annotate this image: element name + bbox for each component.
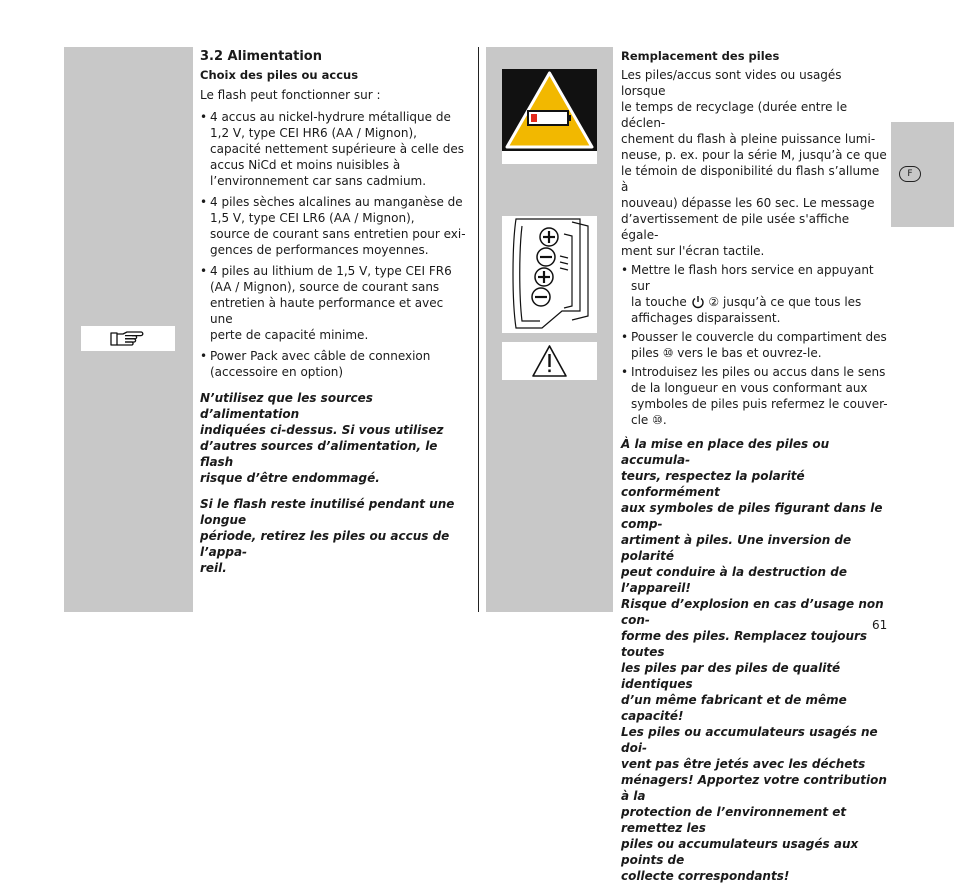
page-number: 61 xyxy=(872,618,888,632)
warning-battery-polarity: À la mise en place des piles ou accumula- teurs, respectez la polarité conformément aux symboles de piles figurant dans le comp- artiment à piles. Une inversion de polarité peut conduire à la destruction de l’appareil! Risque d’explosion en cas d’usage non con- forme des piles. Remplacez toujours toutes les piles par des piles de qualité identiques d’un même fabricant et de même capacité! Les piles ou accumulateurs usagés ne doi- vent pas être jetés avec les déchets ménagers! Apportez votre contribution à la protection de l’environnement et remettez les piles ou accumulateurs usagés aux points de collecte correspondants! xyxy=(621,437,887,883)
language-badge: F xyxy=(899,166,921,182)
warning-long-storage: Si le flash reste inutilisé pendant une longue période, retirez les piles ou accus de l’appa- reil. xyxy=(200,497,455,575)
section-heading: 3.2 Alimentation xyxy=(200,49,322,64)
warning-power-sources: N’utilisez que les sources d’alimentation indiquées ci-dessus. Si vous utilisez d’autres sources d’alimentation, le flash risque d’être endommagé. xyxy=(200,391,444,485)
intro-text: Le flash peut fonctionner sur : xyxy=(200,88,381,102)
right-column-text xyxy=(621,48,889,884)
power-icon xyxy=(691,295,705,309)
battery-compartment-box xyxy=(502,216,597,333)
danger-warning-box xyxy=(502,342,597,380)
column-divider xyxy=(478,47,479,612)
low-battery-warning-icon xyxy=(502,69,597,164)
list-item: • Introduisez les piles ou accus dans le sens de la longueur en vous conformant aux symboles de piles puis refermez le couver- cle ⑩. xyxy=(621,365,888,427)
warning-triangle-icon xyxy=(502,342,597,380)
list-item: • Mettre le flash hors service en appuyant sur la touche ② jusqu’à ce que tous les affichages disparaissent. xyxy=(621,263,874,325)
subheading-battery-choice: Choix des piles ou accus xyxy=(200,68,359,82)
left-column-text xyxy=(200,48,468,576)
pointing-hand-icon xyxy=(81,326,175,351)
list-item: • 4 accus au nickel-hydrure métallique de 1,2 V, type CEI HR6 (AA / Mignon), capacité nettement supérieure à celle des accus NiCd et moins nuisibles à l’environnement car sans cadmium. xyxy=(200,110,464,188)
hand-note-box xyxy=(81,326,175,351)
list-item: • 4 piles sèches alcalines au manganèse de 1,5 V, type CEI LR6 (AA / Mignon), source de courant sans entretien pour exi- gences de performances moyennes. xyxy=(200,195,466,257)
subheading-battery-replacement: Remplacement des piles xyxy=(621,49,780,63)
battery-compartment-illustration xyxy=(502,216,597,333)
battery-warning-box xyxy=(502,69,597,164)
replacement-paragraph: Les piles/accus sont vides ou usagés lorsque le temps de recyclage (durée entre le déclen- chement du flash à pleine puissance lumi- neuse, p. ex. pour la série M, jusqu’à ce que le témoin de disponibilité du flash s’allume à nouveau) dépasse les 60 sec. Le message d’avertissement de pile usée s'affiche égale- ment sur l'écran tactile. xyxy=(621,68,887,258)
list-item: • 4 piles au lithium de 1,5 V, type CEI FR6 (AA / Mignon), source de courant sans entretien à haute performance et avec une perte de capacité minime. xyxy=(200,264,452,342)
list-item: • Pousser le couvercle du compartiment des piles ⑩ vers le bas et ouvrez-le. xyxy=(621,330,887,360)
list-item: • Power Pack avec câble de connexion (accessoire en option) xyxy=(200,349,431,379)
